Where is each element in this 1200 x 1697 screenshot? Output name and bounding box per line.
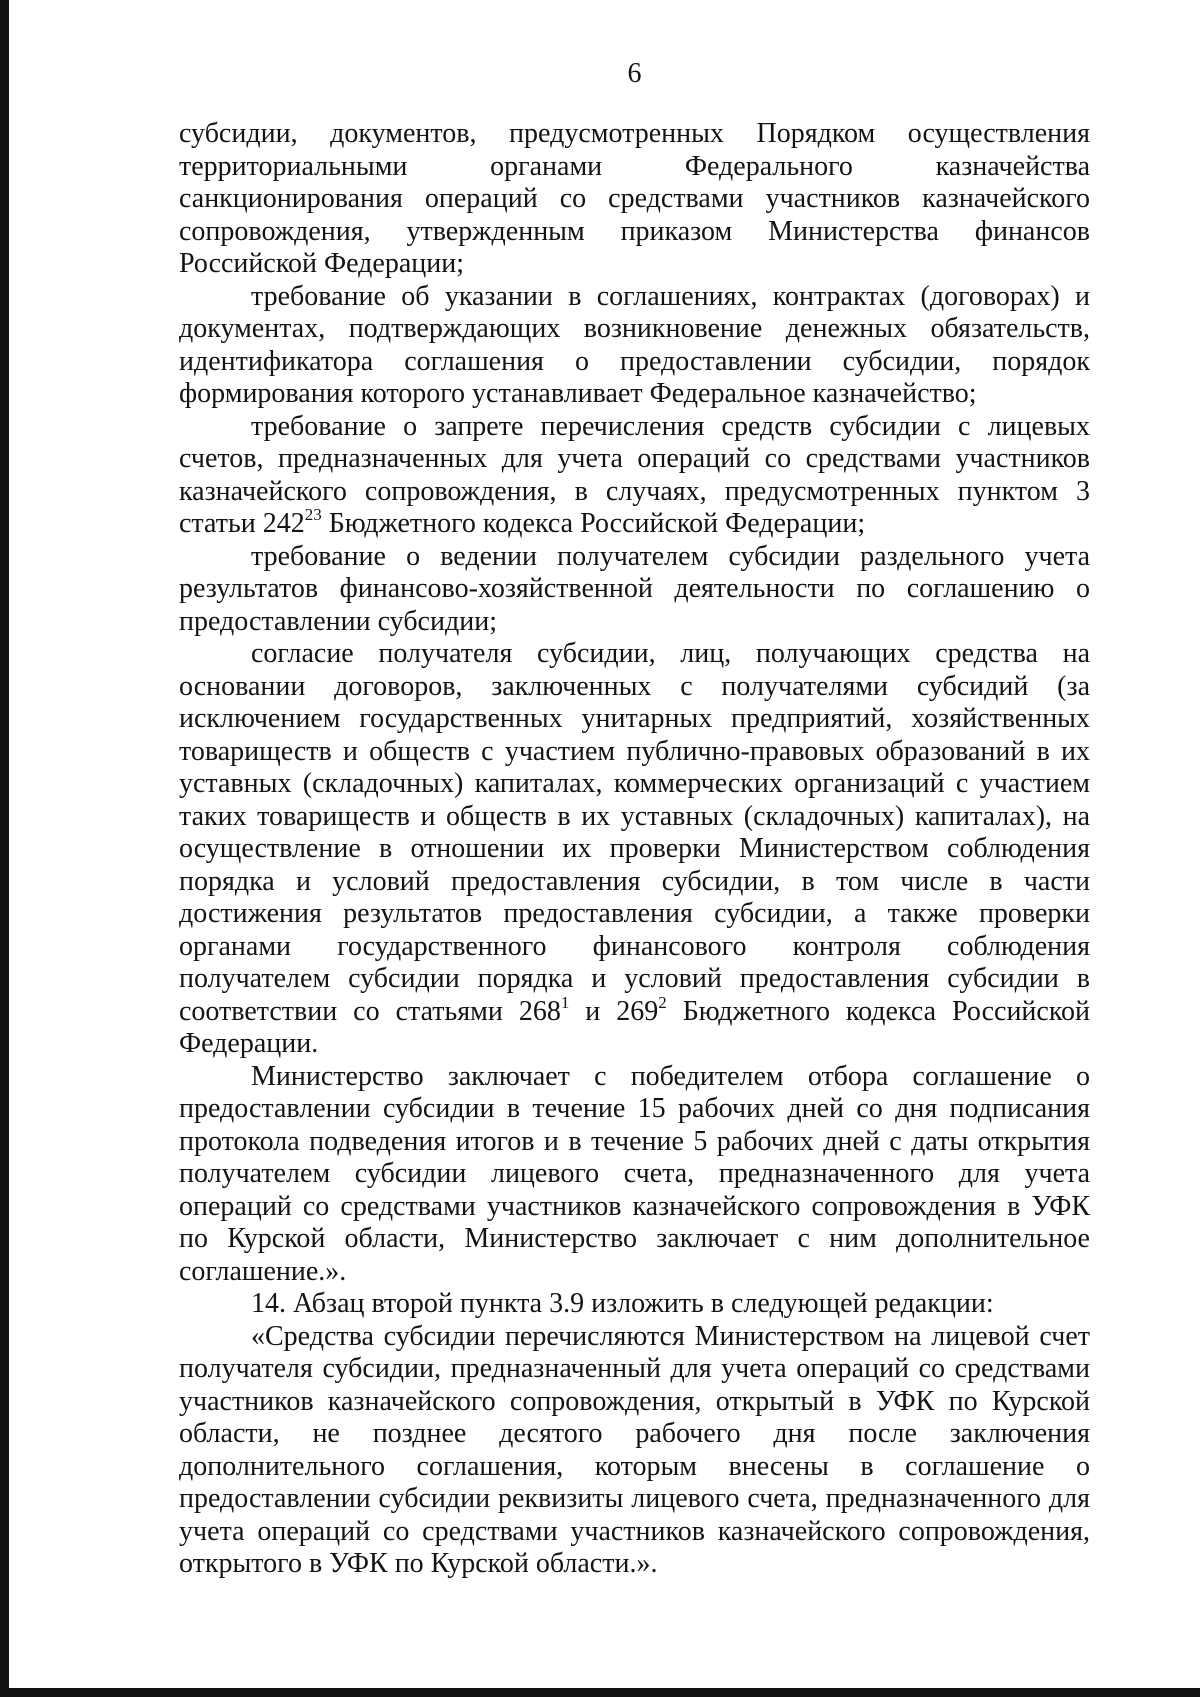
article-superscript: 2 (658, 992, 667, 1012)
document-page (179, 58, 1090, 1581)
scan-edge-left (0, 0, 9, 1697)
paragraph-ministry-agreement: Министерство заключает с победителем отбора соглашение о предоставлении субсидии в течение 15 рабочих дней со дня подписания протокола подведения итогов и в течение 5 рабочих дней с даты открытия получателем субсидии лицевого счета, предназначенного для учета операций со средствами участников казначейского сопровождения в УФК по Курской области, Министерство заключает с ним дополнительное соглашение.». (179, 1060, 1090, 1287)
paragraph-consent-text: согласие получателя субсидии, лиц, получающих средства на основании договоров, заключенных с получателями субсидий (за исключением государственных унитарных предприятий, хозяйственных товариществ и обществ с участием публично-правовых образований в их уставных (складочных) капиталах, коммерческих организаций с участием таких товариществ и обществ в их уставных (складочных) капиталах), на осуществление в отношении их проверки Министерством соблюдения порядка и условий предоставления субсидии, в том числе в части достижения результатов предоставления субсидии, а также проверки органами государственного финансового контроля соблюдения получателем субсидии порядка и условий предоставления субсидии в соответствии со статьями 268 (179, 638, 1090, 1027)
paragraph-transfer-ban-text-end: Бюджетного кодекса Российской Федерации; (321, 508, 866, 539)
paragraph-consent-text-middle: и 269 (569, 995, 659, 1027)
page-number: 6 (627, 58, 642, 89)
paragraph-item-14: 14. Абзац второй пункта 3.9 изложить в следующей редакции: (251, 1288, 994, 1319)
paragraph-separate-accounting: требование о ведении получателем субсидии раздельного учета результатов финансово-хозяйственной деятельности по соглашению о предоставлении субсидии; (179, 540, 1090, 637)
article-superscript: 1 (560, 992, 570, 1012)
paragraph-subsidy-transfer: «Средства субсидии перечисляются Министерством на лицевой счет получателя субсидии, предназначенный для учета операций со средствами участников казначейского сопровождения, открытый в УФК по Курской области, не позднее десятого рабочего дня после заключения дополнительного соглашения, которым внесены в соглашение о предоставлении субсидии реквизиты лицевого счета, предназначенного для учета операций со средствами участников казначейского сопровождения, открытого в УФК по Курской области.». (179, 1320, 1090, 1579)
paragraph-continuation: субсидии, документов, предусмотренных Порядком осуществления территориальными органами Федерального казначейства санкционирования операций со средствами участников казначейского сопровождения, утвержденным приказом Министерства финансов Российской Федерации; (179, 118, 1090, 279)
scan-edge-bottom (0, 1688, 1200, 1697)
paragraph-transfer-ban (179, 411, 1090, 541)
paragraph-consent (179, 638, 1090, 1061)
paragraph-consent-text-end: Бюджетного кодекса Российской Федерации. (179, 995, 1091, 1059)
paragraph-transfer-ban-text: требование о запрете перечисления средств субсидии с лицевых счетов, предназначенных для учета операций со средствами участников казначейского сопровождения, в случаях, предусмотренных пунктом 3 статьи 242 (179, 410, 1090, 539)
paragraph-agreement-identifier: требование об указании в соглашениях, контрактах (договорах) и документах, подтверждающих возникновение денежных обязательств, идентификатора соглашения о предоставлении субсидии, порядок формирования которого устанавливает Федеральное казначейство; (179, 280, 1090, 409)
article-superscript: 23 (304, 505, 322, 524)
